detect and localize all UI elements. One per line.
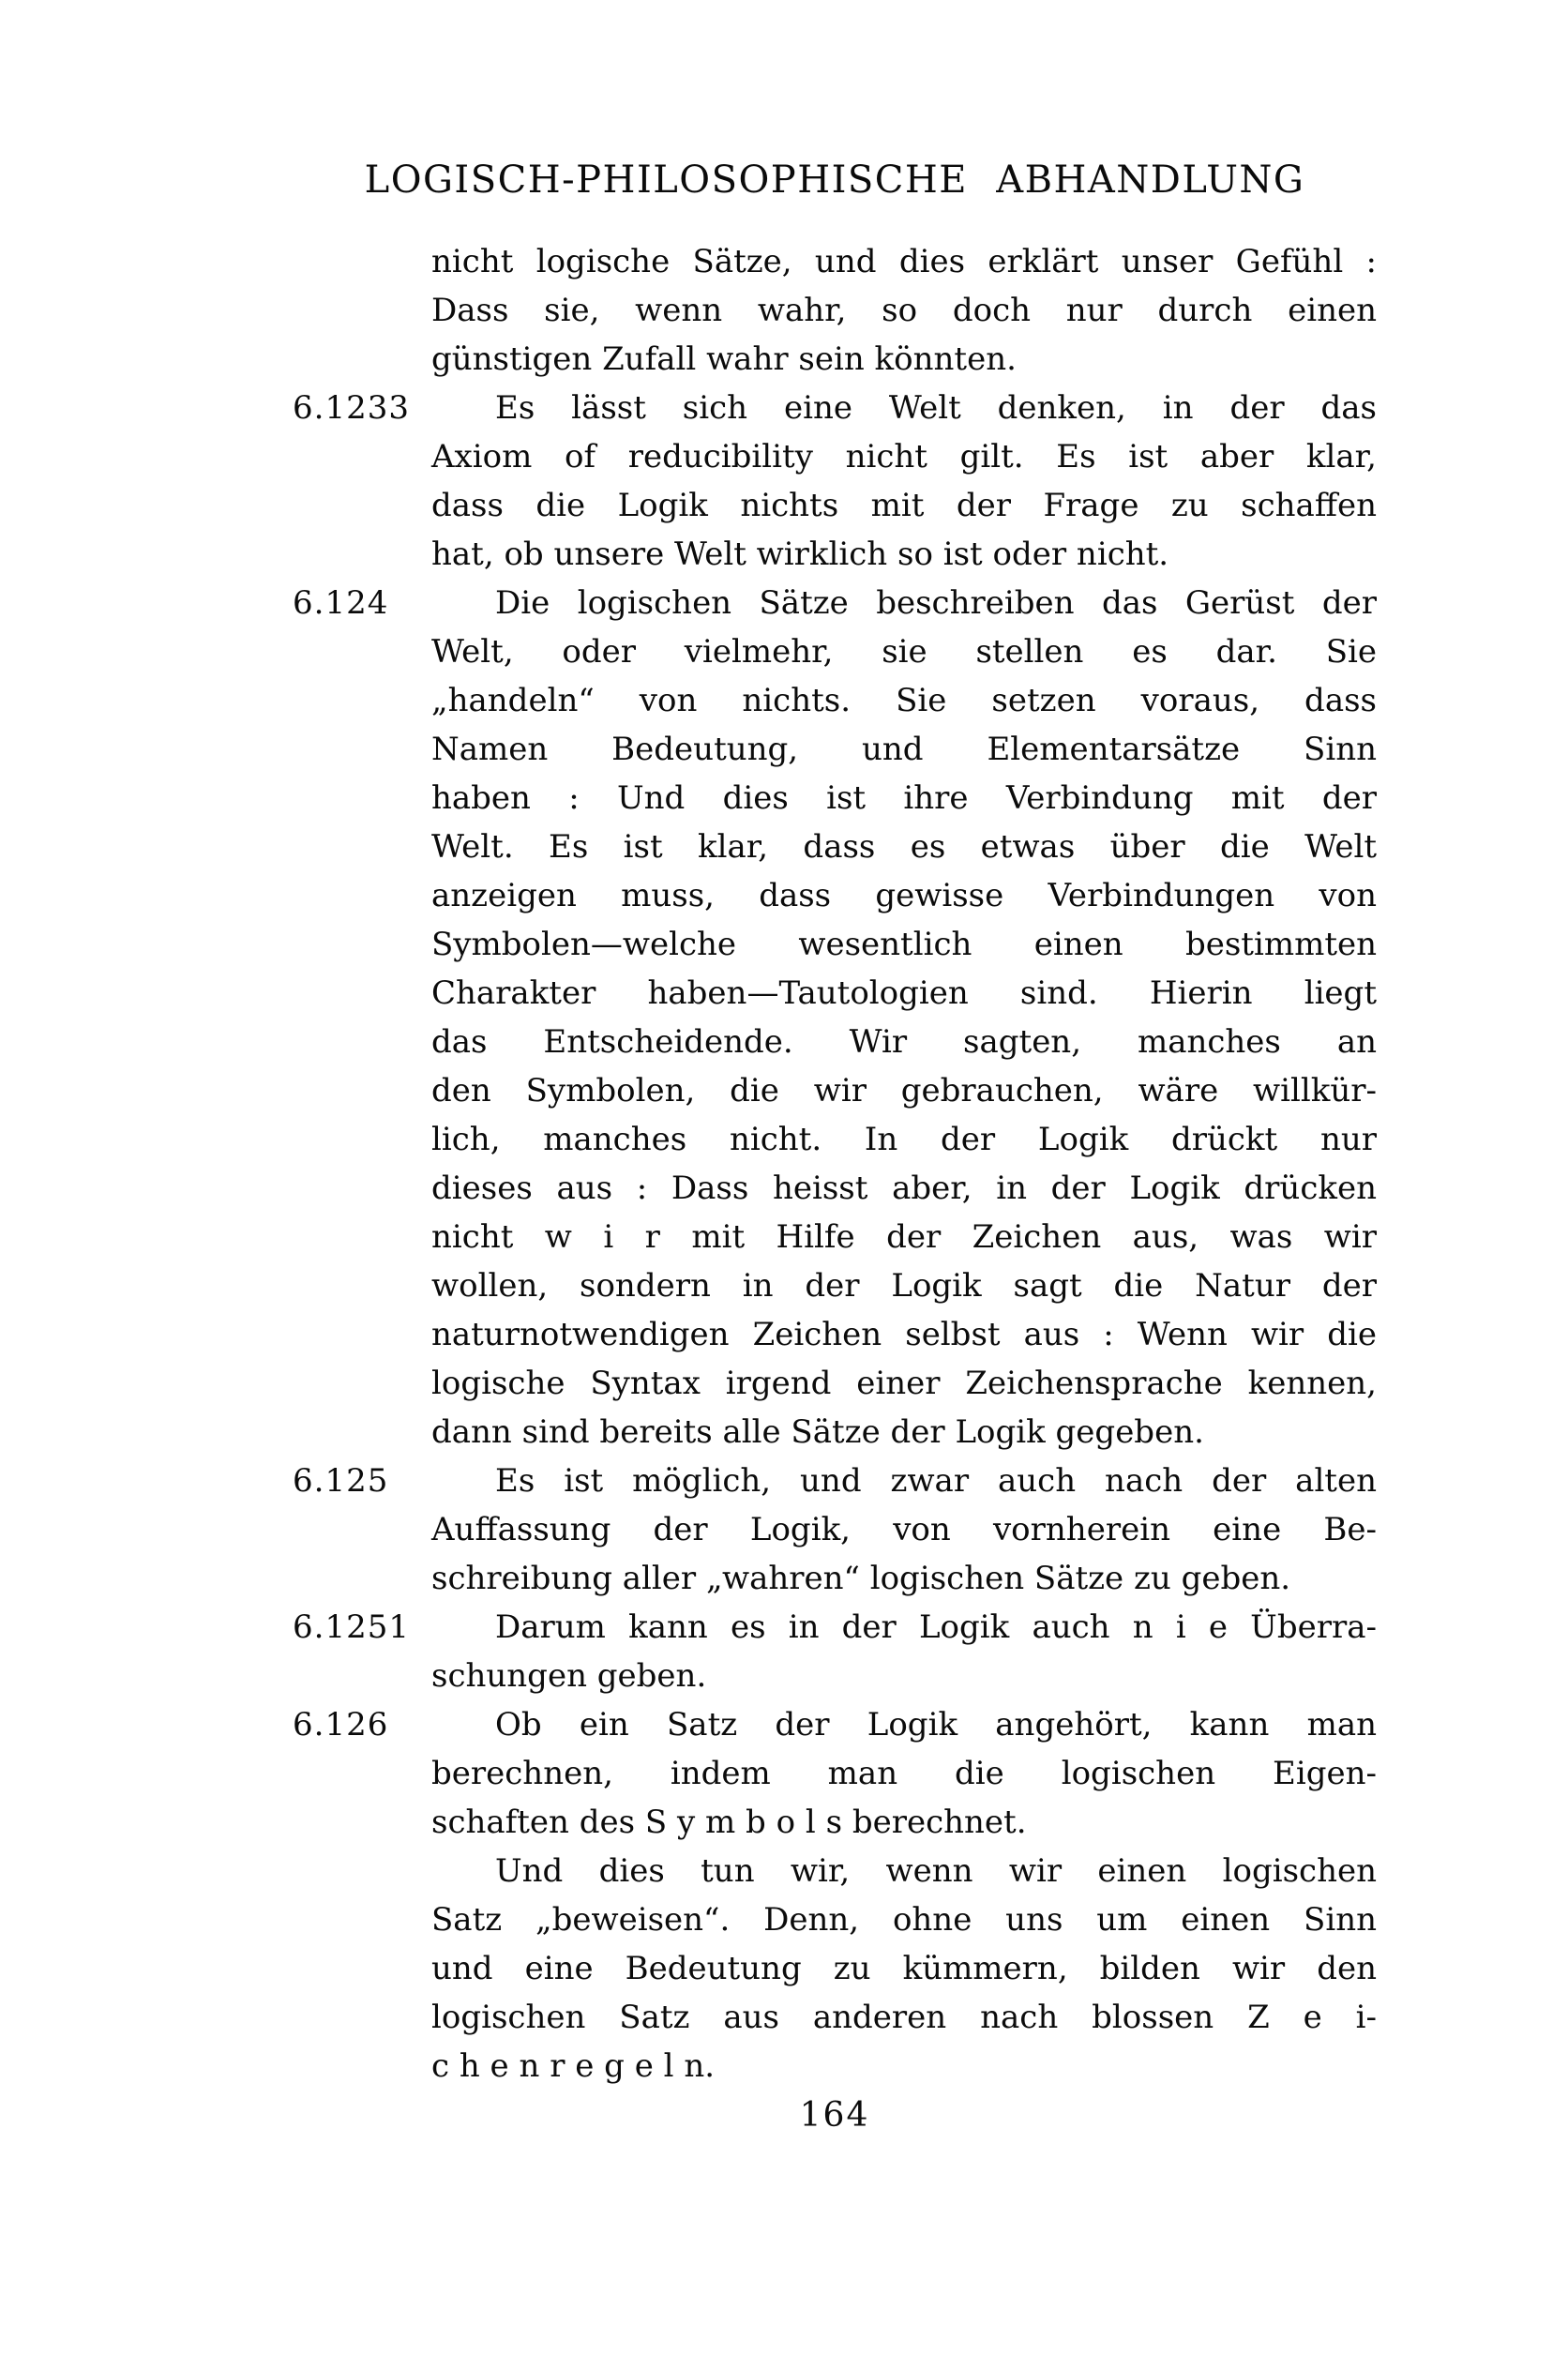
text-line: dieses aus : Dass heisst aber, in der Logik drücken — [431, 1170, 1377, 1207]
text-line: Charakter haben—Tautologien sind. Hierin liegt — [431, 974, 1377, 1012]
text-line: Symbolen—welche wesentlich einen bestimmten — [431, 926, 1377, 963]
page-number: 164 — [799, 2096, 870, 2135]
text-line: Satz „beweisen“. Denn, ohne uns um einen Sinn — [431, 1901, 1377, 1939]
text-line: wollen, sondern in der Logik sagt die Natur der — [431, 1267, 1377, 1305]
text-line: naturnotwendigen Zeichen selbst aus : Wenn wir die — [431, 1316, 1377, 1353]
text-line: berechnen, indem man die logischen Eigen- — [431, 1755, 1377, 1792]
text-line: Darum kann es in der Logik auch n i e Überra- — [495, 1608, 1377, 1646]
proposition-entry — [293, 1847, 1377, 2091]
text-line: logische Syntax irgend einer Zeichensprache kennen, — [431, 1365, 1377, 1402]
text-line: haben : Und dies ist ihre Verbindung mit der — [431, 779, 1377, 817]
text-line: anzeigen muss, dass gewisse Verbindungen von — [431, 877, 1377, 914]
text-line: logischen Satz aus anderen nach blossen Z e i- — [431, 1999, 1377, 2036]
page-title: LOGISCH-PHILOSOPHISCHE ABHANDLUNG — [364, 159, 1305, 202]
text-line: Namen Bedeutung, und Elementarsätze Sinn — [431, 731, 1377, 768]
text-line: Dass sie, wenn wahr, so doch nur durch einen — [431, 292, 1377, 329]
text-line: dann sind bereits alle Sätze der Logik gegeben. — [431, 1413, 1204, 1451]
paragraph — [431, 237, 1377, 384]
text-line: günstigen Zufall wahr sein könnten. — [431, 340, 1017, 378]
proposition-entry — [293, 1457, 1377, 1603]
text-line: Welt, oder vielmehr, sie stellen es dar. Sie — [431, 633, 1377, 671]
section-number: 6.125 — [293, 1462, 389, 1500]
text-line: „handeln“ von nichts. Sie setzen voraus, dass — [431, 682, 1377, 719]
text-line: lich, manches nicht. In der Logik drückt nur — [431, 1121, 1377, 1158]
text-line: Es ist möglich, und zwar auch nach der alten — [495, 1462, 1377, 1500]
section-number: 6.124 — [293, 584, 389, 622]
text-line: Auffassung der Logik, von vornherein eine Be- — [431, 1511, 1377, 1548]
text-line: Ob ein Satz der Logik angehört, kann man — [495, 1706, 1377, 1744]
section-number: 6.126 — [293, 1706, 389, 1744]
text-line: dass die Logik nichts mit der Frage zu schaffen — [431, 487, 1377, 524]
text-line: hat, ob unsere Welt wirklich so ist oder nicht. — [431, 536, 1169, 573]
proposition-entry — [293, 384, 1377, 579]
text-line: Die logischen Sätze beschreiben das Gerüst der — [495, 584, 1377, 622]
paragraph — [431, 1700, 1377, 1847]
text-line: c h e n r e g e l n. — [431, 2047, 716, 2085]
proposition-entry — [293, 237, 1377, 384]
section-number: 6.1233 — [293, 389, 410, 427]
text-line: und eine Bedeutung zu kümmern, bilden wir den — [431, 1950, 1377, 1987]
text-line: schungen geben. — [431, 1657, 707, 1695]
text-line: schreibung aller „wahren“ logischen Sätze zu geben. — [431, 1560, 1291, 1597]
section-number: 6.1251 — [293, 1608, 410, 1646]
text-line: Welt. Es ist klar, dass es etwas über die Welt — [431, 828, 1377, 866]
text-block — [293, 237, 1377, 2091]
proposition-entry — [293, 1603, 1377, 1700]
proposition-entry — [293, 579, 1377, 1457]
text-line: nicht w i r mit Hilfe der Zeichen aus, was wir — [431, 1218, 1377, 1256]
text-line: den Symbolen, die wir gebrauchen, wäre willkür- — [431, 1072, 1377, 1110]
text-line: Und dies tun wir, wenn wir einen logischen — [495, 1852, 1377, 1890]
text-line: Es lässt sich eine Welt denken, in der das — [495, 389, 1377, 427]
text-line: nicht logische Sätze, und dies erklärt unser Gefühl : — [431, 243, 1377, 280]
paragraph — [431, 1603, 1377, 1700]
paragraph — [431, 1847, 1377, 2091]
text-line: schaften des S y m b o l s berechnet. — [431, 1804, 1027, 1841]
paragraph — [431, 1457, 1377, 1603]
paragraph — [431, 579, 1377, 1457]
paragraph — [431, 384, 1377, 579]
proposition-entry — [293, 1700, 1377, 1847]
text-line: das Entscheidende. Wir sagten, manches an — [431, 1023, 1377, 1061]
text-line: Axiom of reducibility nicht gilt. Es ist aber klar, — [431, 438, 1377, 476]
